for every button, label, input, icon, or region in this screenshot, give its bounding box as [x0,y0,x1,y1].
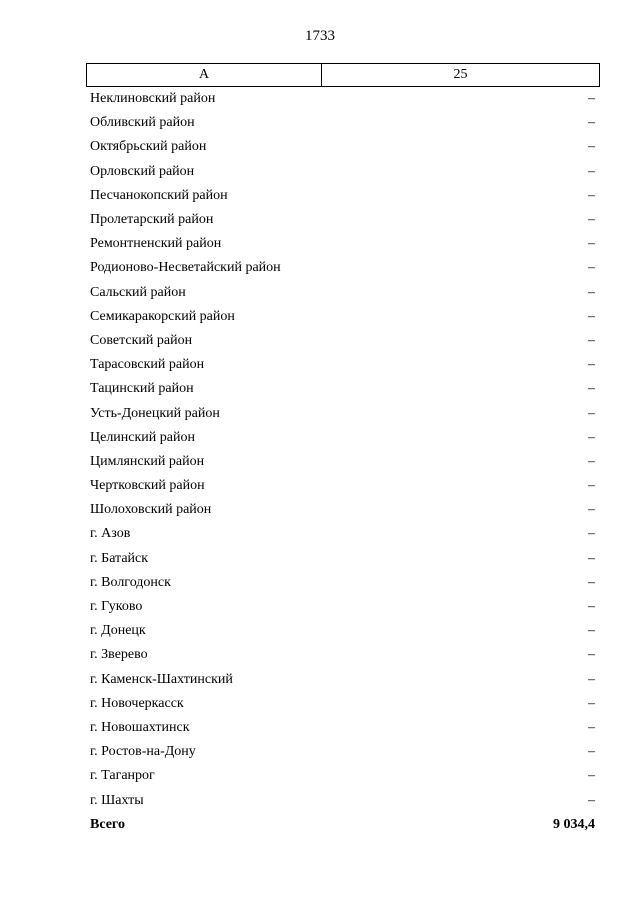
row-value: – [588,429,595,445]
row-name: Песчанокопский район [90,187,228,203]
row-name: Шолоховский район [90,502,212,518]
row-value: – [588,260,595,276]
table-row [86,353,600,377]
row-name: г. Ростов-на-Дону [90,744,196,760]
table-row [86,401,600,425]
row-value: – [588,357,595,373]
table-row [86,111,600,135]
row-value: – [588,91,595,107]
row-value: – [588,744,595,760]
row-value: – [588,212,595,228]
table-header-row [86,63,600,87]
row-value: – [588,599,595,615]
table-row [86,643,600,667]
row-name: Обливский район [90,115,195,131]
row-value: – [588,284,595,300]
table-row [86,377,600,401]
row-name: Пролетарский район [90,212,214,228]
row-value: – [588,115,595,131]
row-name: г. Волгодонск [90,574,171,590]
row-value: – [588,163,595,179]
row-name: Ремонтненский район [90,236,222,252]
row-name: Советский район [90,332,193,348]
table-row [86,329,600,353]
total-row [86,813,600,837]
table-row [86,668,600,692]
row-name: Неклиновский район [90,91,216,107]
table-row [86,426,600,450]
row-name: г. Шахты [90,792,144,808]
table-row [86,305,600,329]
row-name: г. Азов [90,526,131,542]
row-value: – [588,719,595,735]
row-value: – [588,381,595,397]
row-name: Сальский район [90,284,186,300]
row-name: г. Донецк [90,623,146,639]
table-row [86,208,600,232]
table-row [86,160,600,184]
table-row [86,184,600,208]
row-value: – [588,308,595,324]
header-col-b: 25 [453,67,468,82]
table-row [86,619,600,643]
row-value: – [588,502,595,518]
row-name: Цимлянский район [90,453,205,469]
data-table [86,63,600,837]
total-label: Всего [90,816,125,832]
row-name: г. Гуково [90,599,143,615]
table-row [86,474,600,498]
row-value: – [588,671,595,687]
table-row [86,281,600,305]
table-row [86,232,600,256]
row-name: г. Батайск [90,550,149,566]
row-value: – [588,236,595,252]
table-row [86,740,600,764]
page-number: 1733 [305,28,335,44]
row-name: Орловский район [90,163,195,179]
header-col-a: А [87,64,322,86]
row-value: – [588,405,595,421]
row-name: Тацинский район [90,381,194,397]
row-name: Чертковский район [90,478,205,494]
table-row [86,450,600,474]
table-row [86,788,600,812]
table-row [86,522,600,546]
row-value: – [588,695,595,711]
table-row [86,547,600,571]
row-name: Семикаракорский район [90,308,235,324]
row-name: г. Новочеркасск [90,695,184,711]
table-row [86,87,600,111]
row-value: – [588,574,595,590]
row-value: – [588,478,595,494]
row-value: – [588,623,595,639]
row-value: – [588,332,595,348]
total-value: 9 034,4 [553,816,595,832]
table-row [86,595,600,619]
row-value: – [588,187,595,203]
table-row [86,256,600,280]
row-value: – [588,647,595,663]
row-name: г. Зверево [90,647,148,663]
row-name: Тарасовский район [90,357,205,373]
row-name: г. Каменск-Шахтинский [90,671,233,687]
row-name: Родионово-Несветайский район [90,260,281,276]
table-row [86,571,600,595]
row-value: – [588,792,595,808]
table-row [86,135,600,159]
table-row [86,764,600,788]
row-value: – [588,550,595,566]
row-name: Целинский район [90,429,195,445]
row-value: – [588,453,595,469]
table-row [86,498,600,522]
table-row [86,692,600,716]
table-body [86,87,600,813]
row-value: – [588,768,595,784]
row-value: – [588,526,595,542]
row-value: – [588,139,595,155]
row-name: Октябрьский район [90,139,207,155]
row-name: г. Таганрог [90,768,155,784]
table-row [86,716,600,740]
row-name: Усть-Донецкий район [90,405,220,421]
row-name: г. Новошахтинск [90,719,190,735]
